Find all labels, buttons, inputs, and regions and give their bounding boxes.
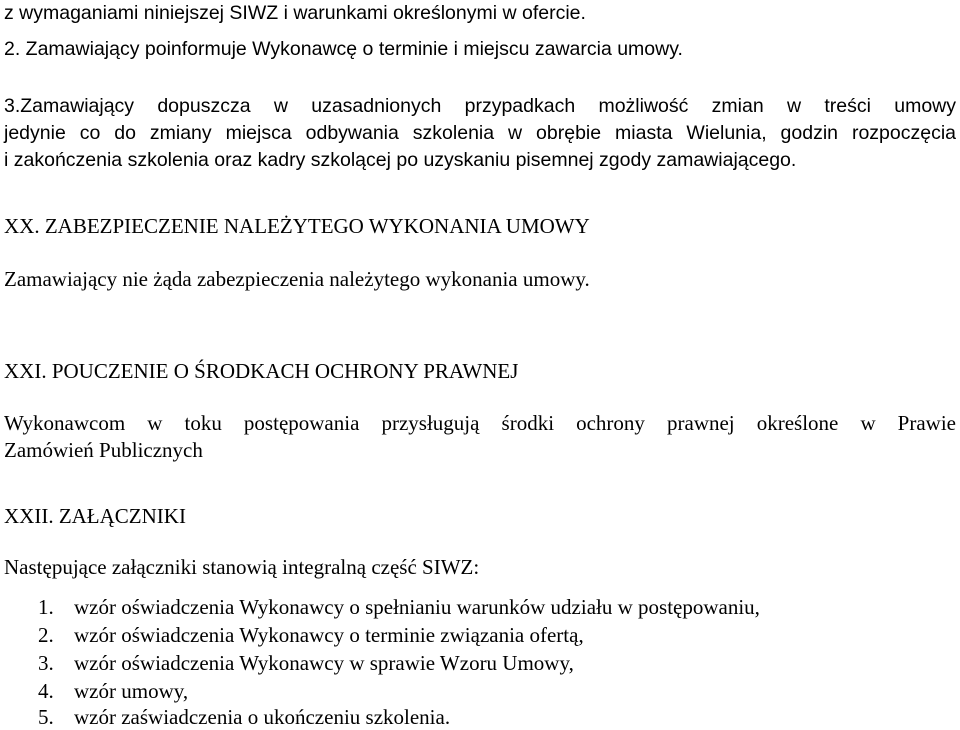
section-xxi-text-line-2: Zamówień Publicznych — [4, 438, 203, 462]
list-item-text: wzór zaświadczenia o ukończeniu szkolenia. — [74, 705, 451, 729]
list-item-text: wzór oświadczenia Wykonawcy w sprawie Wzoru Umowy, — [74, 651, 574, 675]
list-item-number: 5. — [38, 705, 54, 729]
point-3-line-1: 3.Zamawiający dopuszcza w uzasadnionych przypadkach możliwość zmian w treści umowy — [4, 95, 956, 117]
list-item-text: wzór umowy, — [74, 679, 189, 703]
point-2: 2. Zamawiający poinformuje Wykonawcę o terminie i miejscu zawarcia umowy. — [4, 38, 683, 60]
section-xx-text: Zamawiający nie żąda zabezpieczenia należytego wykonania umowy. — [4, 267, 590, 291]
point-3-line-3: i zakończenia szkolenia oraz kadry szkolącej po uzyskaniu pisemnej zgody zamawiającego. — [4, 149, 797, 171]
list-item — [38, 594, 760, 620]
list-item-number: 3. — [38, 651, 54, 675]
list-item — [38, 650, 574, 676]
list-item-text: wzór oświadczenia Wykonawcy o spełnianiu warunków udziału w postępowaniu, — [74, 595, 760, 619]
list-item — [38, 622, 584, 648]
section-xxii-heading: XXII. ZAŁĄCZNIKI — [4, 504, 186, 528]
section-xx-heading: XX. ZABEZPIECZENIE NALEŻYTEGO WYKONANIA UMOWY — [4, 214, 590, 238]
section-xxi-text-line-1: Wykonawcom w toku postępowania przysługują środki ochrony prawnej określone w Prawie — [4, 411, 956, 435]
point-3-line-2: jedynie co do zmiany miejsca odbywania szkolenia w obrębie miasta Wielunia, godzin rozpoczęcia — [4, 122, 956, 144]
list-item-number: 2. — [38, 623, 54, 647]
list-item-number: 4. — [38, 679, 54, 703]
section-xxi-heading: XXI. POUCZENIE O ŚRODKACH OCHRONY PRAWNEJ — [4, 359, 519, 383]
list-item-text: wzór oświadczenia Wykonawcy o terminie związania ofertą, — [74, 623, 584, 647]
list-item-number: 1. — [38, 595, 54, 619]
list-item — [38, 704, 450, 730]
text-line-top: z wymaganiami niniejszej SIWZ i warunkami określonymi w ofercie. — [4, 2, 586, 24]
section-xxii-intro: Następujące załączniki stanowią integralną część SIWZ: — [4, 555, 480, 579]
list-item — [38, 678, 188, 704]
